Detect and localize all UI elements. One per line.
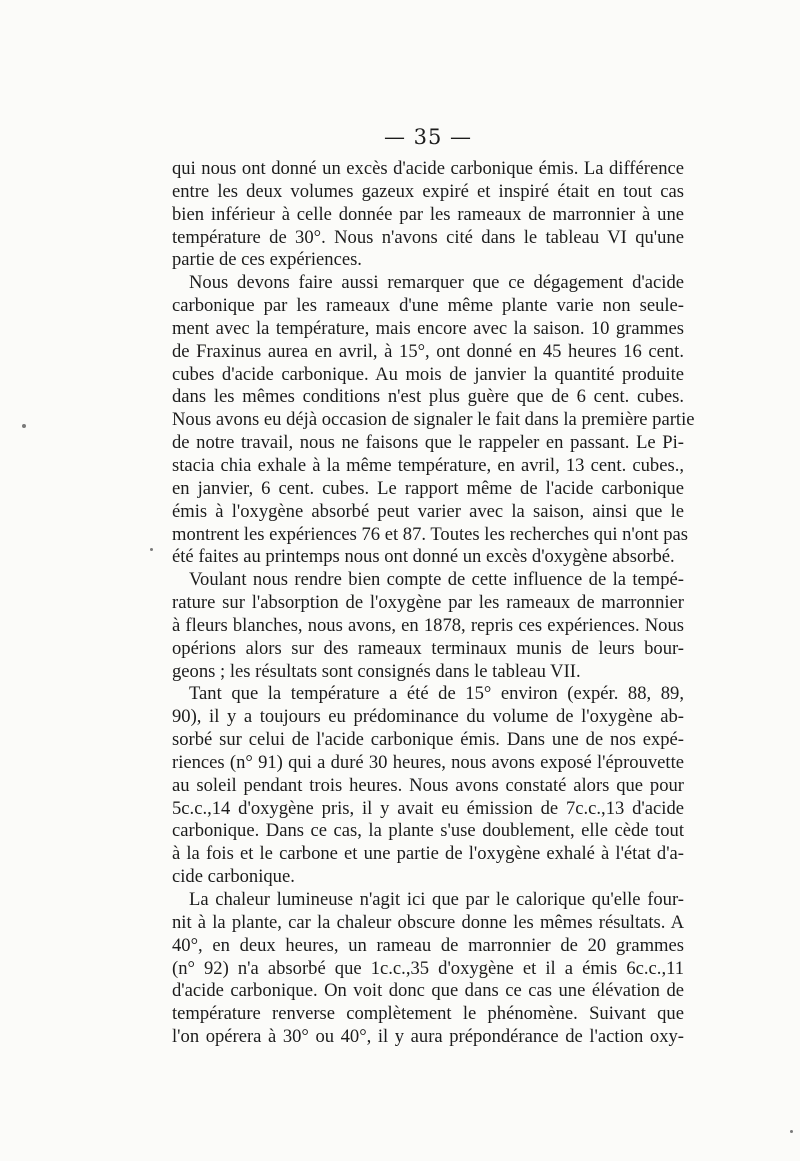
body-text (172, 158, 695, 1049)
text-line: au soleil pendant trois heures. Nous avons constaté alors que pour (172, 774, 684, 796)
text-line: 5c.c.,14 d'oxygène pris, il y avait eu émission de 7c.c.,13 d'acide (172, 797, 684, 819)
text-line: montrent les expériences 76 et 87. Toutes les recherches qui n'ont pas (172, 523, 688, 545)
text-line: nit à la plante, car la chaleur obscure donne les mêmes résultats. A (172, 911, 684, 933)
text-line: stacia chia exhale à la même température, en avril, 13 cent. cubes., (172, 454, 684, 476)
text-line: de Fraxinus aurea en avril, à 15°, ont donné en 45 heures 16 cent. (172, 340, 684, 362)
text-line: température de 30°. Nous n'avons cité dans le tableau VI qu'une (172, 226, 684, 248)
text-line: 40°, en deux heures, un rameau de marronnier de 20 grammes (172, 934, 684, 956)
text-line: entre les deux volumes gazeux expiré et inspiré était en tout cas (172, 180, 684, 202)
text-line: rature sur l'absorption de l'oxygène par les rameaux de marronnier (172, 592, 684, 614)
text-line: 90), il y a toujours eu prédominance du volume de l'oxygène ab- (172, 706, 684, 728)
text-line: cide carbonique. (172, 866, 295, 888)
text-line: d'acide carbonique. On voit donc que dans ce cas une élévation de (172, 980, 684, 1002)
text-line: en janvier, 6 cent. cubes. Le rapport même de l'acide carbonique (172, 477, 684, 499)
text-line: cubes d'acide carbonique. Au mois de janvier la quantité produite (172, 363, 684, 385)
page-number: — 35 — (383, 125, 473, 149)
text-line: émis à l'oxygène absorbé peut varier avec la saison, ainsi que le (172, 500, 684, 522)
text-line: Tant que la température a été de 15° environ (expér. 88, 89, (189, 683, 684, 705)
text-line: sorbé sur celui de l'acide carbonique émis. Dans une de nos expé- (172, 729, 684, 751)
text-line: de notre travail, nous ne faisons que le rappeler en passant. Le Pi- (172, 432, 684, 454)
paper-speck (150, 548, 153, 551)
paper-speck (790, 1130, 793, 1133)
text-line: geons ; les résultats sont consignés dans le tableau VII. (172, 660, 581, 682)
text-line: partie de ces expériences. (172, 249, 362, 271)
text-line: Voulant nous rendre bien compte de cette influence de la tempé- (189, 569, 684, 591)
text-line: Nous devons faire aussi remarquer que ce dégagement d'acide (189, 272, 684, 294)
text-line: à la fois et le carbone et une partie de l'oxygène exhalé à l'état d'a- (172, 843, 684, 865)
text-line: ment avec la température, mais encore avec la saison. 10 grammes (172, 317, 684, 339)
text-line: La chaleur lumineuse n'agit ici que par le calorique qu'elle four- (189, 889, 684, 910)
text-line: qui nous ont donné un excès d'acide carbonique émis. La différence (172, 158, 684, 179)
text-line: (n° 92) n'a absorbé que 1c.c.,35 d'oxygène et il a émis 6c.c.,11 (172, 957, 684, 979)
text-line: opérions alors sur des rameaux terminaux munis de leurs bour- (172, 637, 684, 659)
text-line: dans les mêmes conditions n'est plus guère que de 6 cent. cubes. (172, 386, 684, 408)
paper-speck (22, 424, 26, 428)
text-line: à fleurs blanches, nous avons, en 1878, repris ces expériences. Nous (172, 614, 684, 636)
text-line: température renverse complètement le phénomène. Suivant que (172, 1003, 684, 1025)
text-line: carbonique. Dans ce cas, la plante s'use doublement, elle cède tout (172, 820, 684, 842)
text-line: bien inférieur à celle donnée par les rameaux de marronnier à une (172, 203, 684, 225)
text-line: l'on opérera à 30° ou 40°, il y aura prépondérance de l'action oxy- (172, 1026, 684, 1048)
text-line: riences (n° 91) qui a duré 30 heures, nous avons exposé l'éprouvette (172, 751, 684, 773)
text-line: Nous avons eu déjà occasion de signaler le fait dans la première partie (172, 409, 695, 431)
page-body (172, 122, 695, 1049)
text-line: carbonique par les rameaux d'une même plante varie non seule- (172, 295, 684, 317)
text-line: été faites au printemps nous ont donné un excès d'oxygène absorbé. (172, 546, 675, 568)
